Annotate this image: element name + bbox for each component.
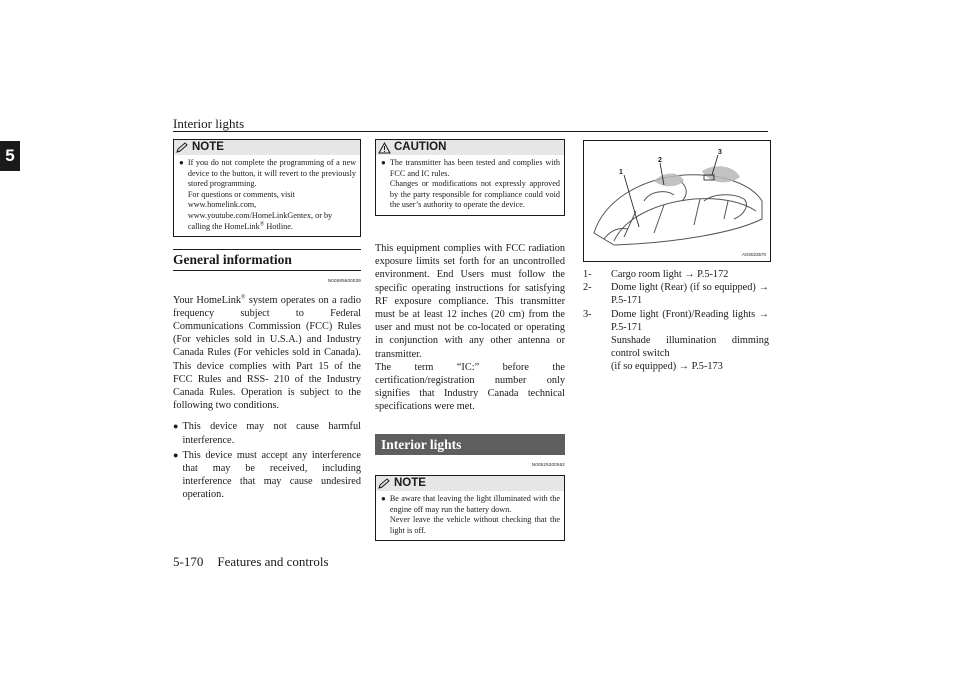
caution-box [375, 139, 565, 216]
section-title-general-information: General information [173, 249, 361, 271]
paragraph-ic: The term “IC:” before the certification/registration number only signifies that Industry Canada technical specifications were met. [375, 361, 565, 413]
bullet-dot-icon: ● [381, 158, 386, 167]
chapter-tab: 5 [0, 141, 20, 171]
section-title-interior-lights: Interior lights [375, 434, 565, 455]
caution-label: CAUTION [394, 140, 447, 153]
column-2 [375, 139, 565, 541]
note-line-3: www.homelink.com, [187, 200, 257, 210]
caution-body [376, 155, 564, 215]
figure-callout-1: 1 [619, 169, 623, 176]
note-bullet: ● Be aware that leaving the light illuminated with the engine off may run the battery down. Never leave the vehicle without checking that the light is off. [381, 494, 560, 535]
note-line-2: For questions or comments, visit [187, 189, 295, 199]
reference-code: N00525300562 [531, 461, 565, 467]
note-line-5: calling the HomeLink® Hotline. [187, 220, 293, 231]
note-line-4: www.youtube.com/HomeLinkGentex, or by [187, 210, 333, 220]
bullet-dot-icon: ● [173, 421, 179, 432]
reference-code: N00585600039 [327, 278, 361, 284]
note-label: NOTE [192, 140, 224, 153]
note-bullet-text: If you do not complete the programming of a new device to the button, it will revert to the previously stored programming. [187, 158, 356, 189]
note-header: NOTE [376, 476, 564, 491]
legend-extra-2: (if so equipped) → P.5-173 [611, 361, 723, 373]
pencil-icon [176, 142, 189, 153]
note-body [376, 491, 564, 540]
footer-section: Features and controls [217, 554, 329, 569]
figure-callout-3: 3 [718, 149, 722, 156]
note-body [174, 155, 360, 236]
list-item: ● This device may not cause harmful interference. [173, 421, 361, 446]
paragraph-fcc-exposure: This equipment complies with FCC radiation exposure limits set forth for an uncontrolled environment. End Users must follow the specific operating instructions for satisfying RF exposure compliance. This transmitter must be at least 12 inches (20 cm) from the user and must not be co-located or operating in conjunction with any other antenna or transmitter. [375, 242, 565, 360]
note-bullet [179, 158, 356, 232]
figure-code: AG0023570 [741, 252, 766, 257]
note-box-1 [173, 139, 361, 237]
page-header-title: Interior lights [173, 116, 245, 131]
list-item: ● This device must accept any interference that may be received, including interference that may cause undesired operation. [173, 449, 361, 501]
bullet-dot-icon: ● [173, 449, 179, 460]
paragraph-homelink: Your HomeLink® system operates on a radio frequency subject to Federal Communications Commission (FCC) Rules (For vehicles sold in U.S.A.) and Industry Canada Rules (For vehicles sold in Canada). This device complies with Part 15 of the FCC Rules and RSS- 210 of the Industry Canada Rules. Operation is subject to the following two conditions. [173, 294, 361, 412]
figure-legend [583, 268, 769, 374]
note-header [174, 140, 360, 155]
car-interior-illustration [584, 141, 770, 261]
list-item: 3- Dome light (Front)/Reading lights → P.5-171 Sunshade illumination dimming control switch (if so equipped) → P.5-173 [583, 308, 769, 373]
note-box-2 [375, 475, 565, 541]
caution-header [376, 140, 564, 155]
interior-lights-figure [583, 140, 771, 262]
page-footer [173, 554, 329, 570]
list-item: 2- Dome light (Rear) (if so equipped) → P.5-171 [583, 282, 769, 307]
page-number: 5-170 [173, 554, 204, 569]
column-3 [583, 140, 769, 374]
pencil-icon [378, 478, 391, 489]
legend-extra-1: Sunshade illumination dimming control switch [611, 335, 769, 360]
warning-triangle-icon [378, 142, 391, 154]
figure-callout-2: 2 [658, 157, 662, 164]
conditions-list [173, 420, 361, 501]
column-1 [173, 139, 361, 504]
list-item: 1- Cargo room light → P.5-172 [583, 269, 729, 280]
bullet-dot-icon: ● [179, 158, 184, 167]
bullet-dot-icon: ● [381, 494, 386, 504]
header-rule [173, 131, 768, 132]
caution-bullet: ● The transmitter has been tested and complies with FCC and IC rules. Changes or modifications not expressly approved by the party responsible for compliance could void the user’s authority to operate the device. [381, 158, 560, 210]
